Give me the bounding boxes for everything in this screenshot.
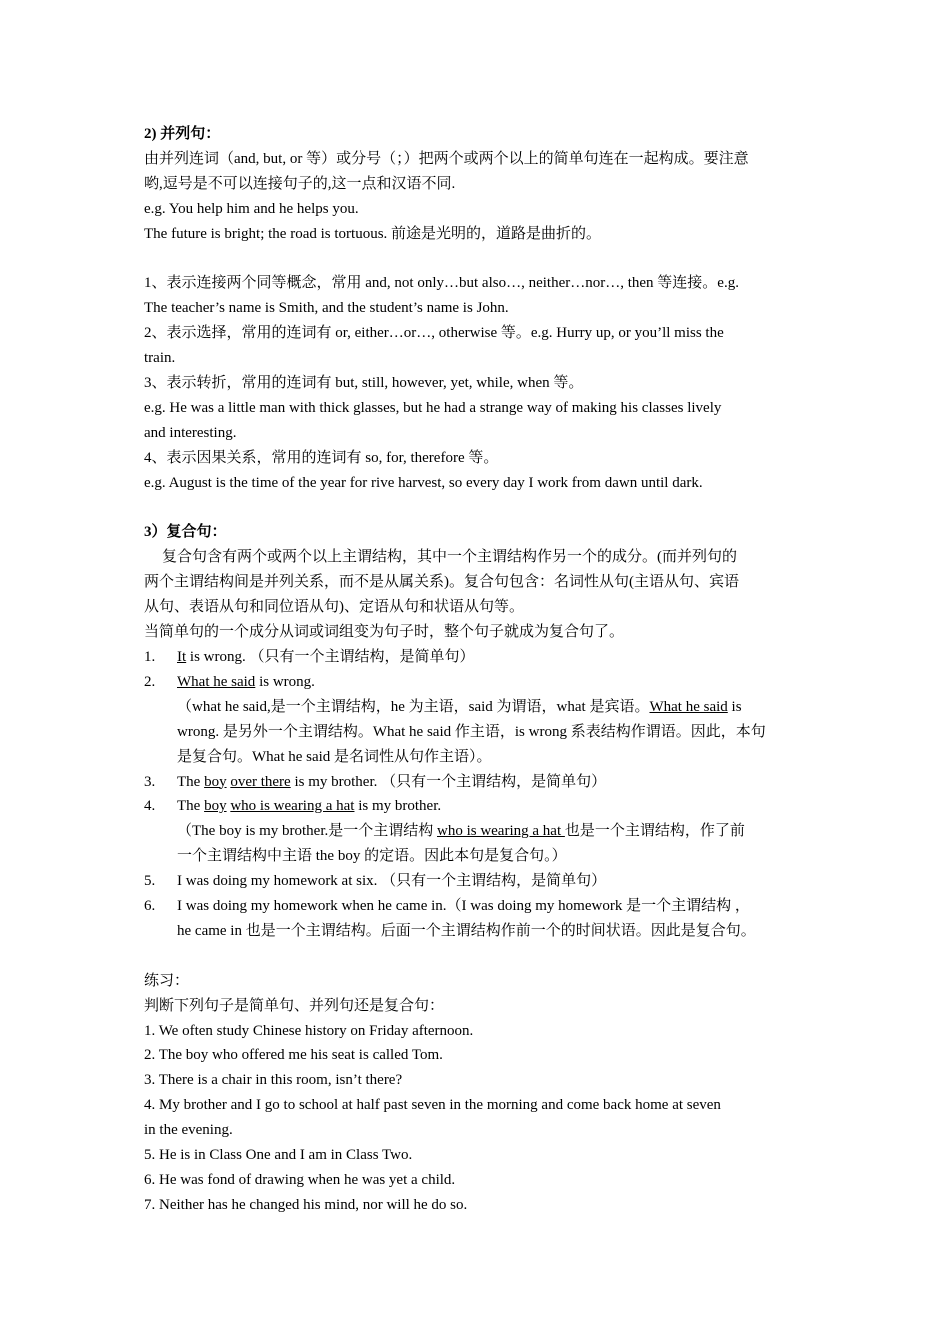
practice-question: 5. He is in Class One and I am in Class Two.: [144, 1147, 413, 1164]
blank-line: [144, 247, 808, 272]
practice-heading: 练习：: [144, 972, 190, 989]
practice-question: 1. We often study Chinese history on Friday afternoon.: [144, 1022, 474, 1039]
item-number: 3.: [144, 773, 156, 790]
item-note: he came in 也是一个主谓结构。后面一个主谓结构作前一个的时间状语。因此是复合句。: [177, 922, 756, 939]
item-number: 5.: [144, 873, 156, 890]
item-text: [177, 770, 808, 795]
item-note: [144, 819, 808, 844]
item-number: 6.: [144, 898, 156, 915]
item-rest: is wrong. （只有一个主谓结构，是简单句）: [186, 649, 475, 665]
paragraph: 哟,逗号是不可以连接句子的,这一点和汉语不同.: [144, 175, 456, 192]
practice-question: 4. My brother and I go to school at half past seven in the morning and come back home at seven: [144, 1097, 721, 1114]
practice-instruction: 判断下列句子是简单句、并列句还是复合句：: [144, 997, 445, 1014]
paragraph: 当简单句的一个成分从词或词组变为句子时，整个句子就成为复合句了。: [144, 624, 625, 641]
item-note: [144, 695, 808, 720]
underlined-subject: What he said: [177, 673, 256, 690]
practice-question: 3. There is a chair in this room, isn’t there?: [144, 1072, 403, 1089]
point-1: 1、表示连接两个同等概念，常用 and, not only…but also…, neither…nor…, then 等连接。e.g.: [144, 275, 739, 292]
item-number: 2.: [144, 673, 156, 690]
point-3-example: e.g. He was a little man with thick glasses, but he had a strange way of making his classes lively: [144, 399, 722, 416]
list-item: [144, 869, 808, 894]
practice-question-cont: in the evening.: [144, 1122, 233, 1139]
practice-question: 2. The boy who offered me his seat is called Tom.: [144, 1047, 443, 1064]
item-text: [177, 645, 808, 670]
item-text: I was doing my homework when he came in.（I was doing my homework 是一个主谓结构 ，: [177, 898, 750, 915]
item-text: [177, 670, 808, 695]
point-2: 2、表示选择，常用的连词有 or, either…or…, otherwise 等。e.g. Hurry up, or you’ll miss the: [144, 325, 724, 342]
point-4-example: e.g. August is the time of the year for rive harvest, so every day I work from dawn until dark.: [144, 474, 703, 491]
section-heading-complex: 3）复合句：: [144, 524, 227, 541]
paragraph: 复合句含有两个或两个以上主谓结构，其中一个主谓结构作另一个的成分。(而并列句的: [162, 549, 737, 566]
point-4: 4、表示因果关系，常用的连词有 so, for, therefore 等。: [144, 449, 499, 466]
list-item: [144, 670, 808, 695]
item-note: 一个主谓结构中主语 the boy 的定语。因此本句是复合句。）: [177, 848, 567, 865]
underlined-subject: boy: [204, 798, 227, 815]
example-line: e.g. You help him and he helps you.: [144, 200, 359, 217]
item-note: wrong. 是另外一个主谓结构。What he said 作主语，is wrong 系表结构作谓语。因此，本句: [177, 723, 766, 740]
underlined-clause: who is wearing a hat: [436, 823, 565, 840]
paragraph: 从句、表语从句和同位语从句)、定语从句和状语从句等。: [144, 599, 524, 616]
list-item: [144, 794, 808, 819]
underlined-subject: It: [177, 649, 187, 665]
item-pre: The: [177, 798, 205, 815]
practice-question: 6. He was fond of drawing when he was yet a child.: [144, 1172, 456, 1189]
point-1-cont: The teacher’s name is Smith, and the student’s name is John.: [144, 300, 509, 317]
item-rest: is my brother. （只有一个主谓结构，是简单句）: [290, 773, 607, 790]
item-text: I was doing my homework at six. （只有一个主谓结构，是简单句）: [177, 873, 607, 890]
item-rest: is wrong.: [255, 673, 315, 690]
item-rest: is my brother.: [354, 798, 442, 815]
item-number: 1.: [144, 649, 156, 665]
blank-line: [144, 944, 808, 969]
practice-question: 7. Neither has he changed his mind, nor will he do so.: [144, 1196, 468, 1213]
note-text: 也是一个主谓结构，作了前: [564, 823, 745, 840]
note-text: （The boy is my brother.是一个主谓结构: [177, 823, 437, 840]
list-item: [144, 770, 808, 795]
point-2-cont: train.: [144, 350, 176, 367]
paragraph: 由并列连词（and, but, or 等）或分号（；）把两个或两个以上的简单句连在一起构成。要注意: [144, 150, 749, 167]
example-line: The future is bright; the road is tortuous. 前途是光明的，道路是曲折的。: [144, 225, 602, 242]
note-text: is: [727, 698, 742, 715]
list-item: [144, 894, 808, 919]
section-heading-compound: 2) 并列句：: [144, 126, 221, 142]
point-3-example-cont: and interesting.: [144, 424, 237, 441]
underlined-modifier: over there: [230, 773, 291, 790]
blank-line: [144, 496, 808, 521]
document-page: [144, 122, 808, 1218]
note-text: （what he said,是一个主谓结构，he 为主语，said 为谓语，what 是宾语。: [177, 698, 650, 715]
underlined-subject: boy: [204, 773, 227, 790]
paragraph: 两个主谓结构间是并列关系，而不是从属关系)。复合句包含：名词性从句(主语从句、宾语: [144, 574, 739, 591]
underlined-clause: who is wearing a hat: [230, 798, 355, 815]
underlined-clause: What he said: [649, 698, 728, 715]
point-3: 3、表示转折，常用的连词有 but, still, however, yet, while, when 等。: [144, 375, 584, 392]
item-text: [177, 794, 808, 819]
item-pre: The: [177, 773, 205, 790]
list-item: [144, 645, 808, 670]
item-number: 4.: [144, 798, 156, 815]
item-note: 是复合句。What he said 是名词性从句作主语）。: [177, 748, 492, 765]
